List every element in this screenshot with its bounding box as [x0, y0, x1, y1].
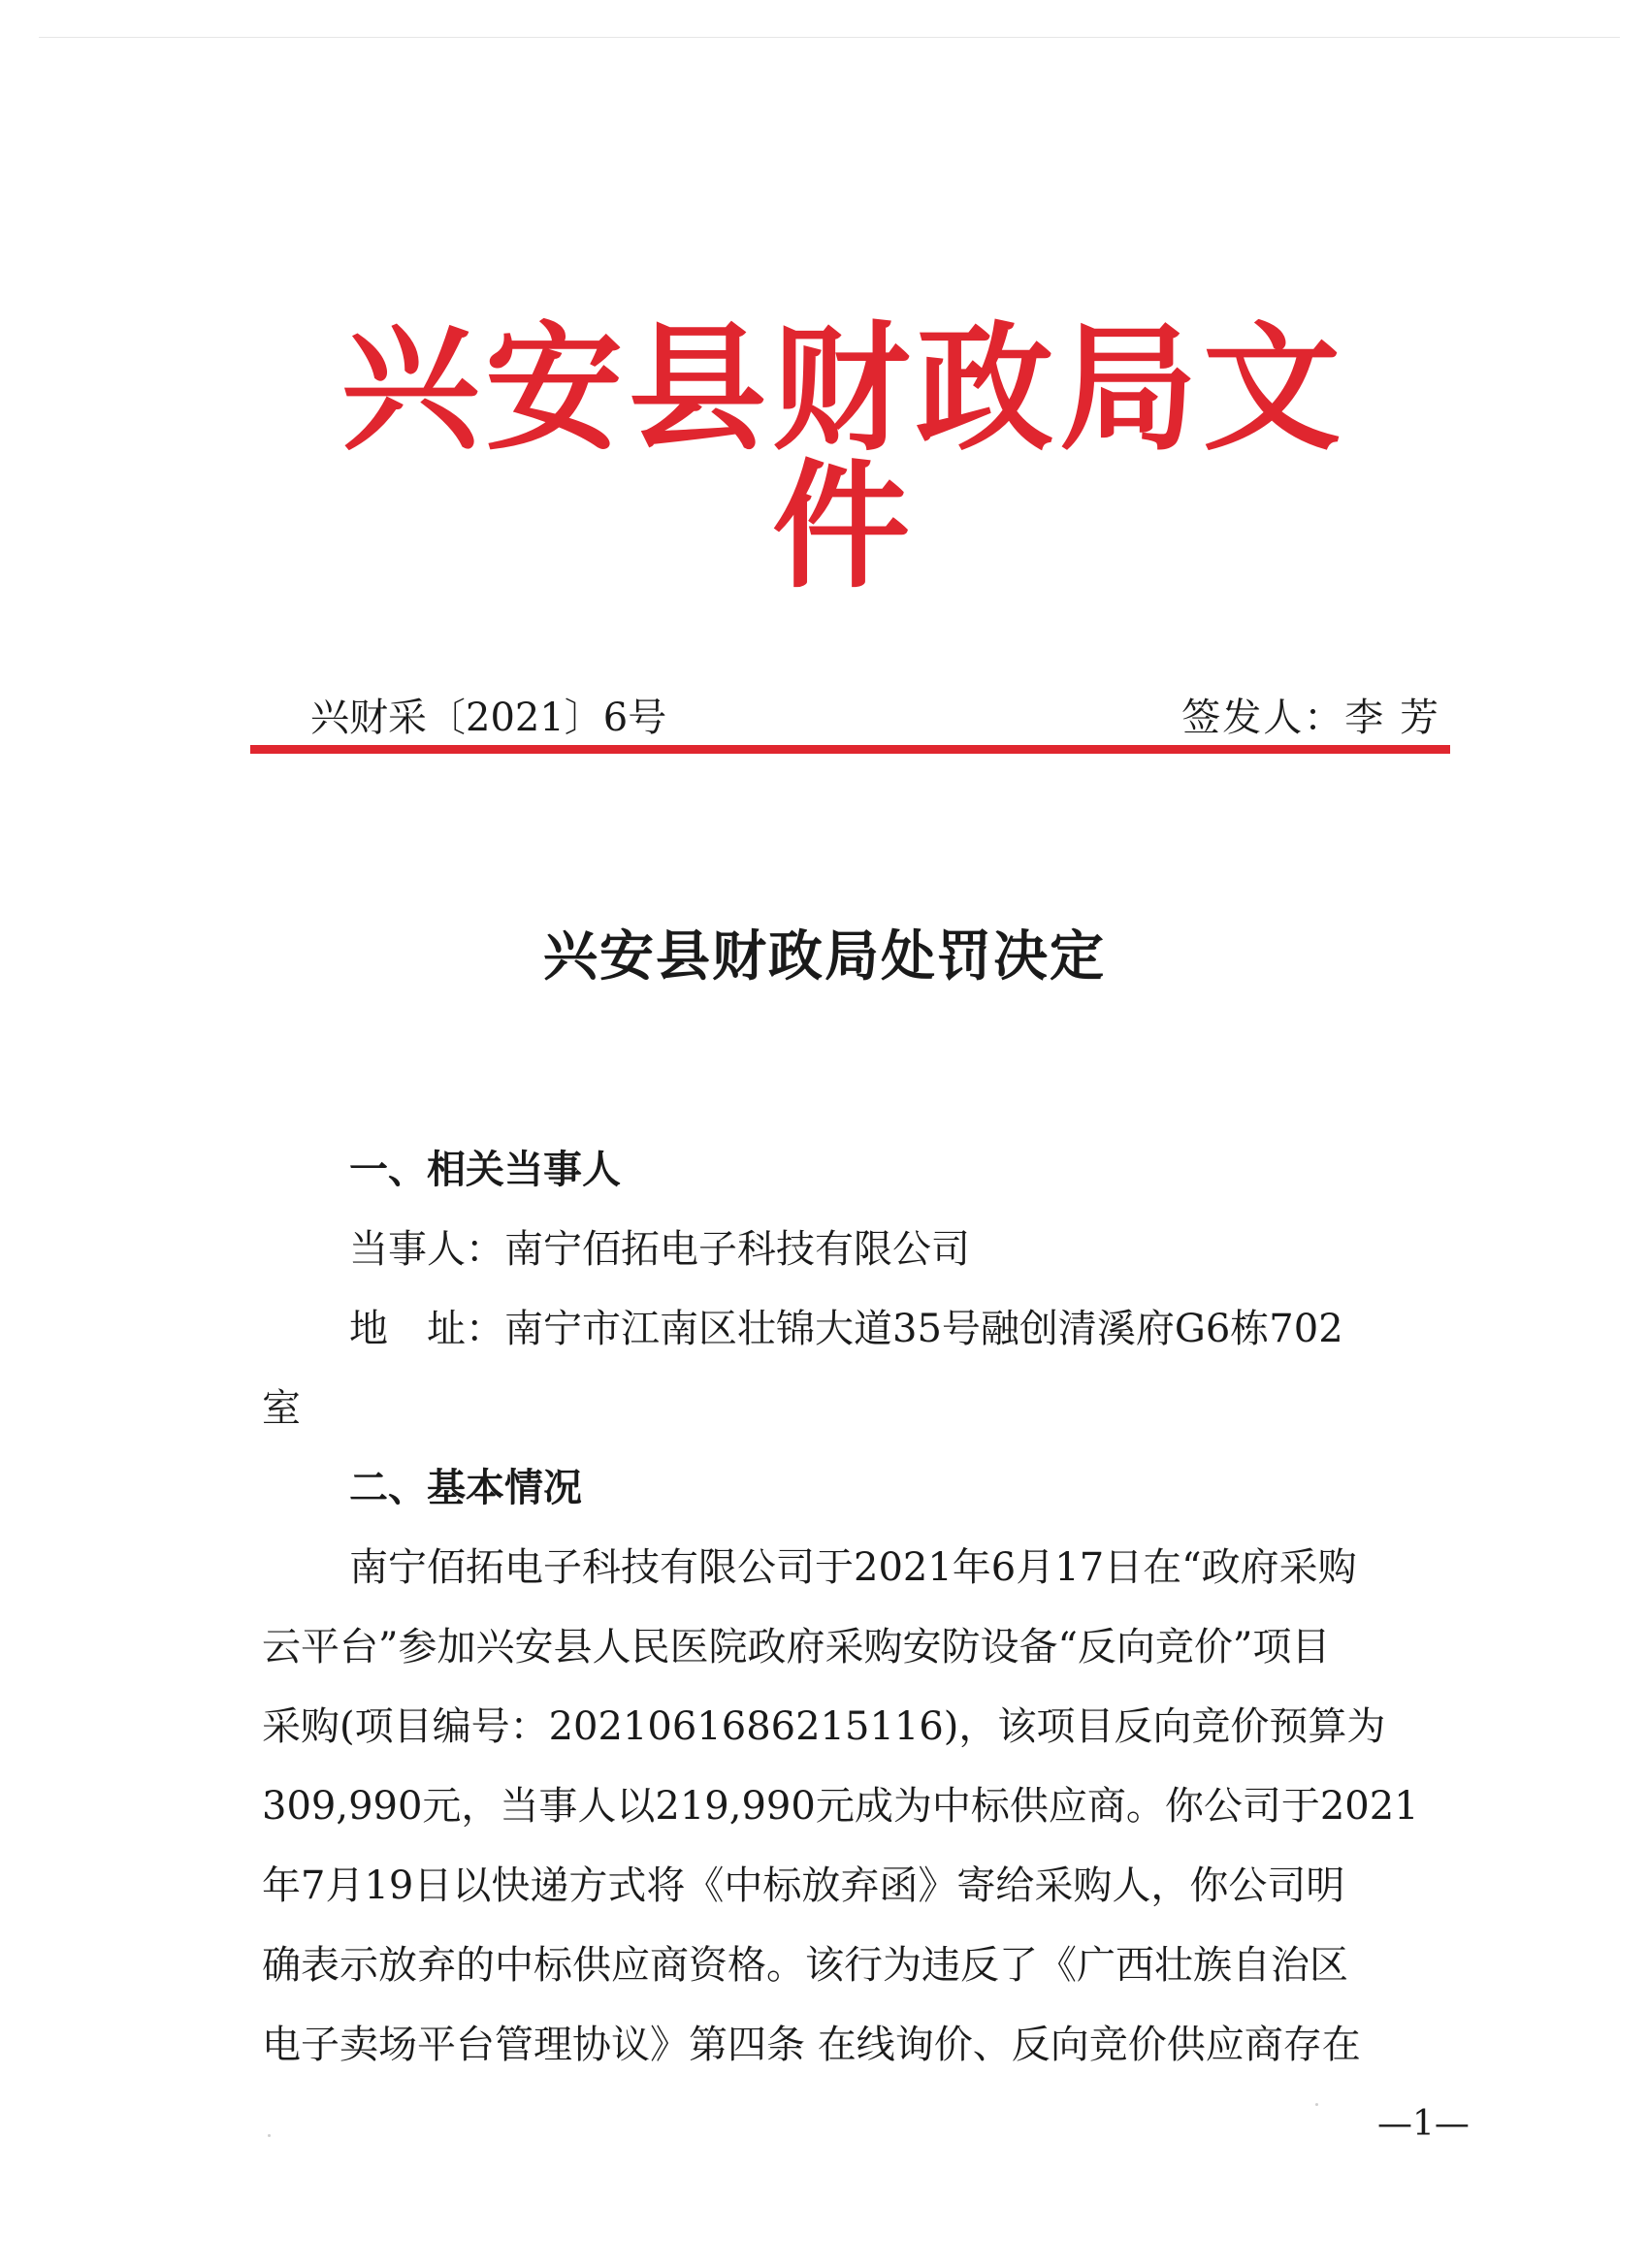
red-divider-rule [250, 745, 1450, 754]
section-heading-parties: 一、相关当事人 [349, 1148, 621, 1192]
scan-speck [268, 2134, 271, 2137]
address-continuation: 室 [262, 1386, 301, 1431]
issuer-label: 签发人： [1181, 696, 1345, 740]
masthead-title: 兴安县财政局文件 [341, 308, 1346, 607]
page-number: —1— [1377, 2104, 1470, 2144]
scan-speck [1315, 2103, 1318, 2106]
address-line [262, 1289, 1479, 1369]
party-label: 当事人： [349, 1227, 504, 1272]
document-body [262, 1130, 1479, 2085]
paragraph-line: 确表示放弃的中标供应商资格。该行为违反了《广西壮族自治区 [262, 1943, 1348, 1988]
paragraph-line: 年7月19日以快递方式将《中标放弃函》寄给采购人，你公司明 [262, 1863, 1345, 1908]
address-value: 南宁市江南区壮锦大道35号融创清溪府G6栋702 [504, 1307, 1343, 1351]
scan-edge [39, 37, 1620, 38]
document-title: 兴安县财政局处罚决定 [543, 924, 1106, 988]
issuer-name: 李 芳 [1344, 696, 1440, 740]
party-value: 南宁佰拓电子科技有限公司 [504, 1227, 970, 1272]
paragraph-line: 采购(项目编号：2021061686215116)，该项目反向竞价预算为 [262, 1704, 1386, 1749]
paragraph-line: 电子卖场平台管理协议》第四条 在线询价、反向竞价供应商存在 [262, 2023, 1361, 2067]
paragraph-line: 南宁佰拓电子科技有限公司于2021年6月17日在“政府采购 [349, 1545, 1357, 1590]
address-label: 地 址： [349, 1307, 504, 1351]
party-line [262, 1210, 1479, 1289]
section-heading-basic-facts: 二、基本情况 [349, 1466, 582, 1510]
paragraph-line: 云平台”参加兴安县人民医院政府采购安防设备“反向竞价”项目 [262, 1625, 1331, 1669]
paragraph-line: 309,990元，当事人以219,990元成为中标供应商。你公司于2021 [262, 1784, 1419, 1829]
issuer [1181, 696, 1440, 740]
document-number: 兴财采〔2021〕6号 [310, 696, 667, 740]
